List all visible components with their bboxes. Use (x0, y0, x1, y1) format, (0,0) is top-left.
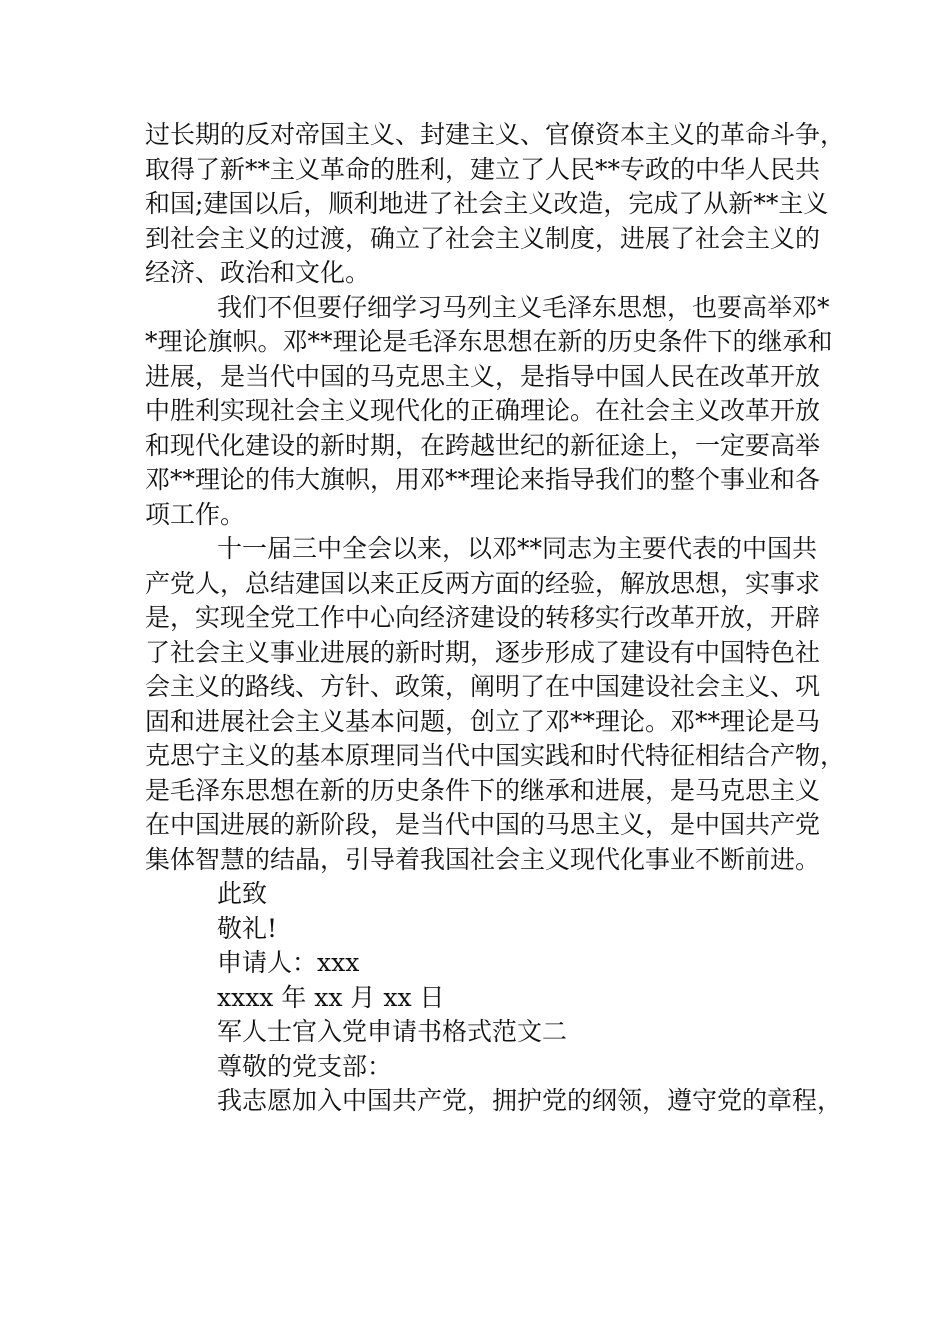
text-line: 取得了新**主义革命的胜利，建立了人民**专政的中华人民共 (145, 154, 821, 184)
text-line: 过长期的反对帝国主义、封建主义、官僚资本主义的革命斗争， (145, 120, 846, 149)
text-line: 中胜利实现社会主义现代化的正确理论。在社会主义改革开放 (145, 396, 821, 425)
text-line: 会主义的路线、方针、政策，阐明了在中国建设社会主义、巩 (145, 672, 821, 701)
text-line: 了社会主义事业进展的新时期，逐步形成了建设有中国特色社 (145, 637, 821, 667)
paragraph-1 (145, 118, 846, 291)
text-line: 十一届三中全会以来，以邓**同志为主要代表的中国共 (217, 534, 818, 563)
applicant-line: 申请人：xxx (217, 948, 360, 977)
text-line: *理论旗帜。邓**理论是毛泽东思想在新的历史条件下的继承和 (145, 327, 833, 356)
document-page (145, 118, 846, 1119)
salutation: 尊敬的党支部： (217, 1051, 393, 1081)
second-letter (145, 1015, 843, 1119)
text-line: 邓**理论的伟大旗帜，用邓**理论来指导我们的整个事业和各 (145, 465, 821, 494)
text-line: 产党人，总结建国以来正反两方面的经验，解放思想，实事求 (145, 568, 821, 598)
text-line: 集体智慧的结晶，引导着我国社会主义现代化事业不断前进。 (145, 844, 821, 874)
text-line: 克思宁主义的基本原理同当代中国实践和时代特征相结合产物， (145, 741, 846, 770)
closing-block (145, 877, 805, 1015)
closing-salute: 敬礼! (217, 913, 278, 943)
paragraph-3 (145, 532, 846, 877)
text-line: 项工作。 (145, 499, 246, 529)
text-line: 是，实现全党工作中心向经济建设的转移实行改革开放，开辟 (145, 603, 821, 632)
text-line: 固和进展社会主义基本问题，创立了邓**理论。邓**理论是马 (145, 706, 821, 736)
text-line: 在中国进展的新阶段，是当代中国的马思主义，是中国共产党 (145, 810, 821, 839)
text-line: 我们不但要仔细学习马列主义毛泽东思想，也要高举邓* (217, 292, 830, 322)
section-title: 军人士官入党申请书格式范文二 (217, 1017, 568, 1046)
text-line: 进展，是当代中国的马克思主义，是指导中国人民在改革开放 (145, 361, 821, 391)
date-line: xxxx 年 xx 月 xx 日 (217, 982, 445, 1012)
text-line: 是毛泽东思想在新的历史条件下的继承和进展，是马克思主义 (145, 775, 821, 805)
text-line: 和现代化建设的新时期，在跨越世纪的新征途上，一定要高举 (145, 430, 821, 460)
paragraph-2 (145, 291, 833, 533)
closing-greeting: 此致 (217, 879, 268, 908)
text-line: 经济、政治和文化。 (145, 258, 371, 287)
text-line: 和国;建国以后，顺利地进了社会主义改造，完成了从新**主义 (145, 189, 829, 218)
text-line: 到社会主义的过渡，确立了社会主义制度，进展了社会主义的 (145, 223, 821, 253)
text-line: 我志愿加入中国共产党，拥护党的纲领，遵守党的章程， (217, 1086, 843, 1115)
